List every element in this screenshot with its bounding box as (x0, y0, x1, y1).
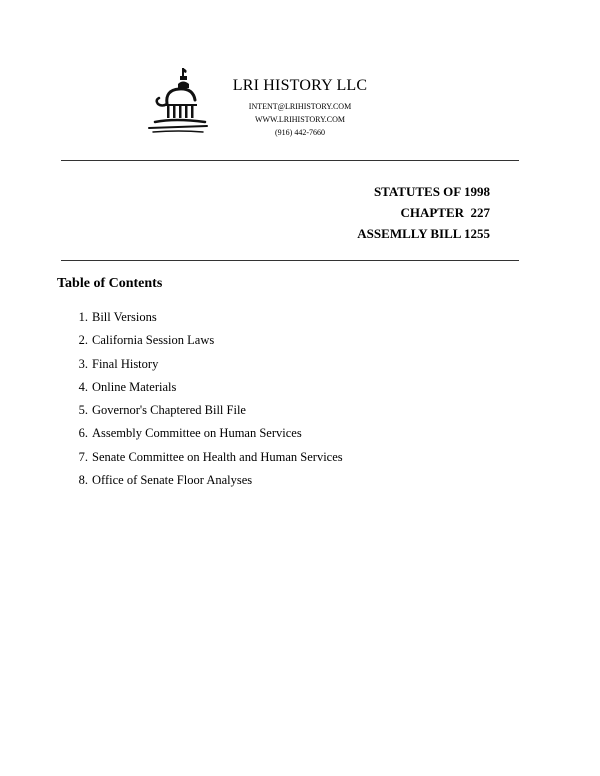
company-name: LRI HISTORY LLC (232, 77, 368, 94)
letterhead (200, 76, 400, 139)
toc-item-number: 1. (78, 310, 88, 324)
statute-chapter: CHAPTER 227 (400, 205, 490, 220)
company-email: INTENT@LRIHISTORY.COM (248, 102, 352, 111)
toc-item (68, 329, 343, 352)
toc-item-number: 8. (78, 473, 88, 488)
statute-year: STATUTES OF 1998 (373, 184, 490, 199)
toc-item (68, 376, 343, 399)
toc-item (68, 306, 343, 329)
toc-item-number: 4. (78, 379, 88, 394)
toc-item-label: Office of Senate Floor Analyses (92, 473, 253, 488)
toc-item (68, 353, 343, 376)
toc-item-label: Senate Committee on Health and Human Services (92, 449, 343, 464)
toc-item-label: Online Materials (92, 379, 177, 394)
toc-item-number: 2. (78, 333, 88, 348)
toc-item (68, 422, 343, 445)
toc-item-label: Final History (92, 356, 159, 371)
toc-item-number: 6. (78, 426, 88, 441)
toc-item-label: California Session Laws (92, 333, 215, 348)
toc-item-number: 7. (78, 449, 88, 464)
toc-item-label: Bill Versions (92, 310, 157, 324)
company-phone: (916) 442-7660 (275, 128, 325, 137)
toc-item-label: Assembly Committee on Human Services (92, 426, 302, 441)
toc-item (68, 469, 343, 492)
top-divider (61, 160, 519, 161)
statute-heading (357, 181, 490, 244)
bottom-divider (61, 260, 519, 261)
toc-item-number: 5. (78, 403, 88, 418)
company-website: WWW.LRIHISTORY.COM (254, 115, 346, 124)
toc-item (68, 446, 343, 469)
toc-item (68, 399, 343, 422)
toc-item-number: 3. (78, 356, 88, 371)
toc-title: Table of Contents (57, 276, 163, 291)
toc-item-label: Governor's Chaptered Bill File (92, 403, 246, 418)
toc-list (68, 306, 343, 492)
statute-bill: ASSEMLLY BILL 1255 (357, 226, 490, 241)
